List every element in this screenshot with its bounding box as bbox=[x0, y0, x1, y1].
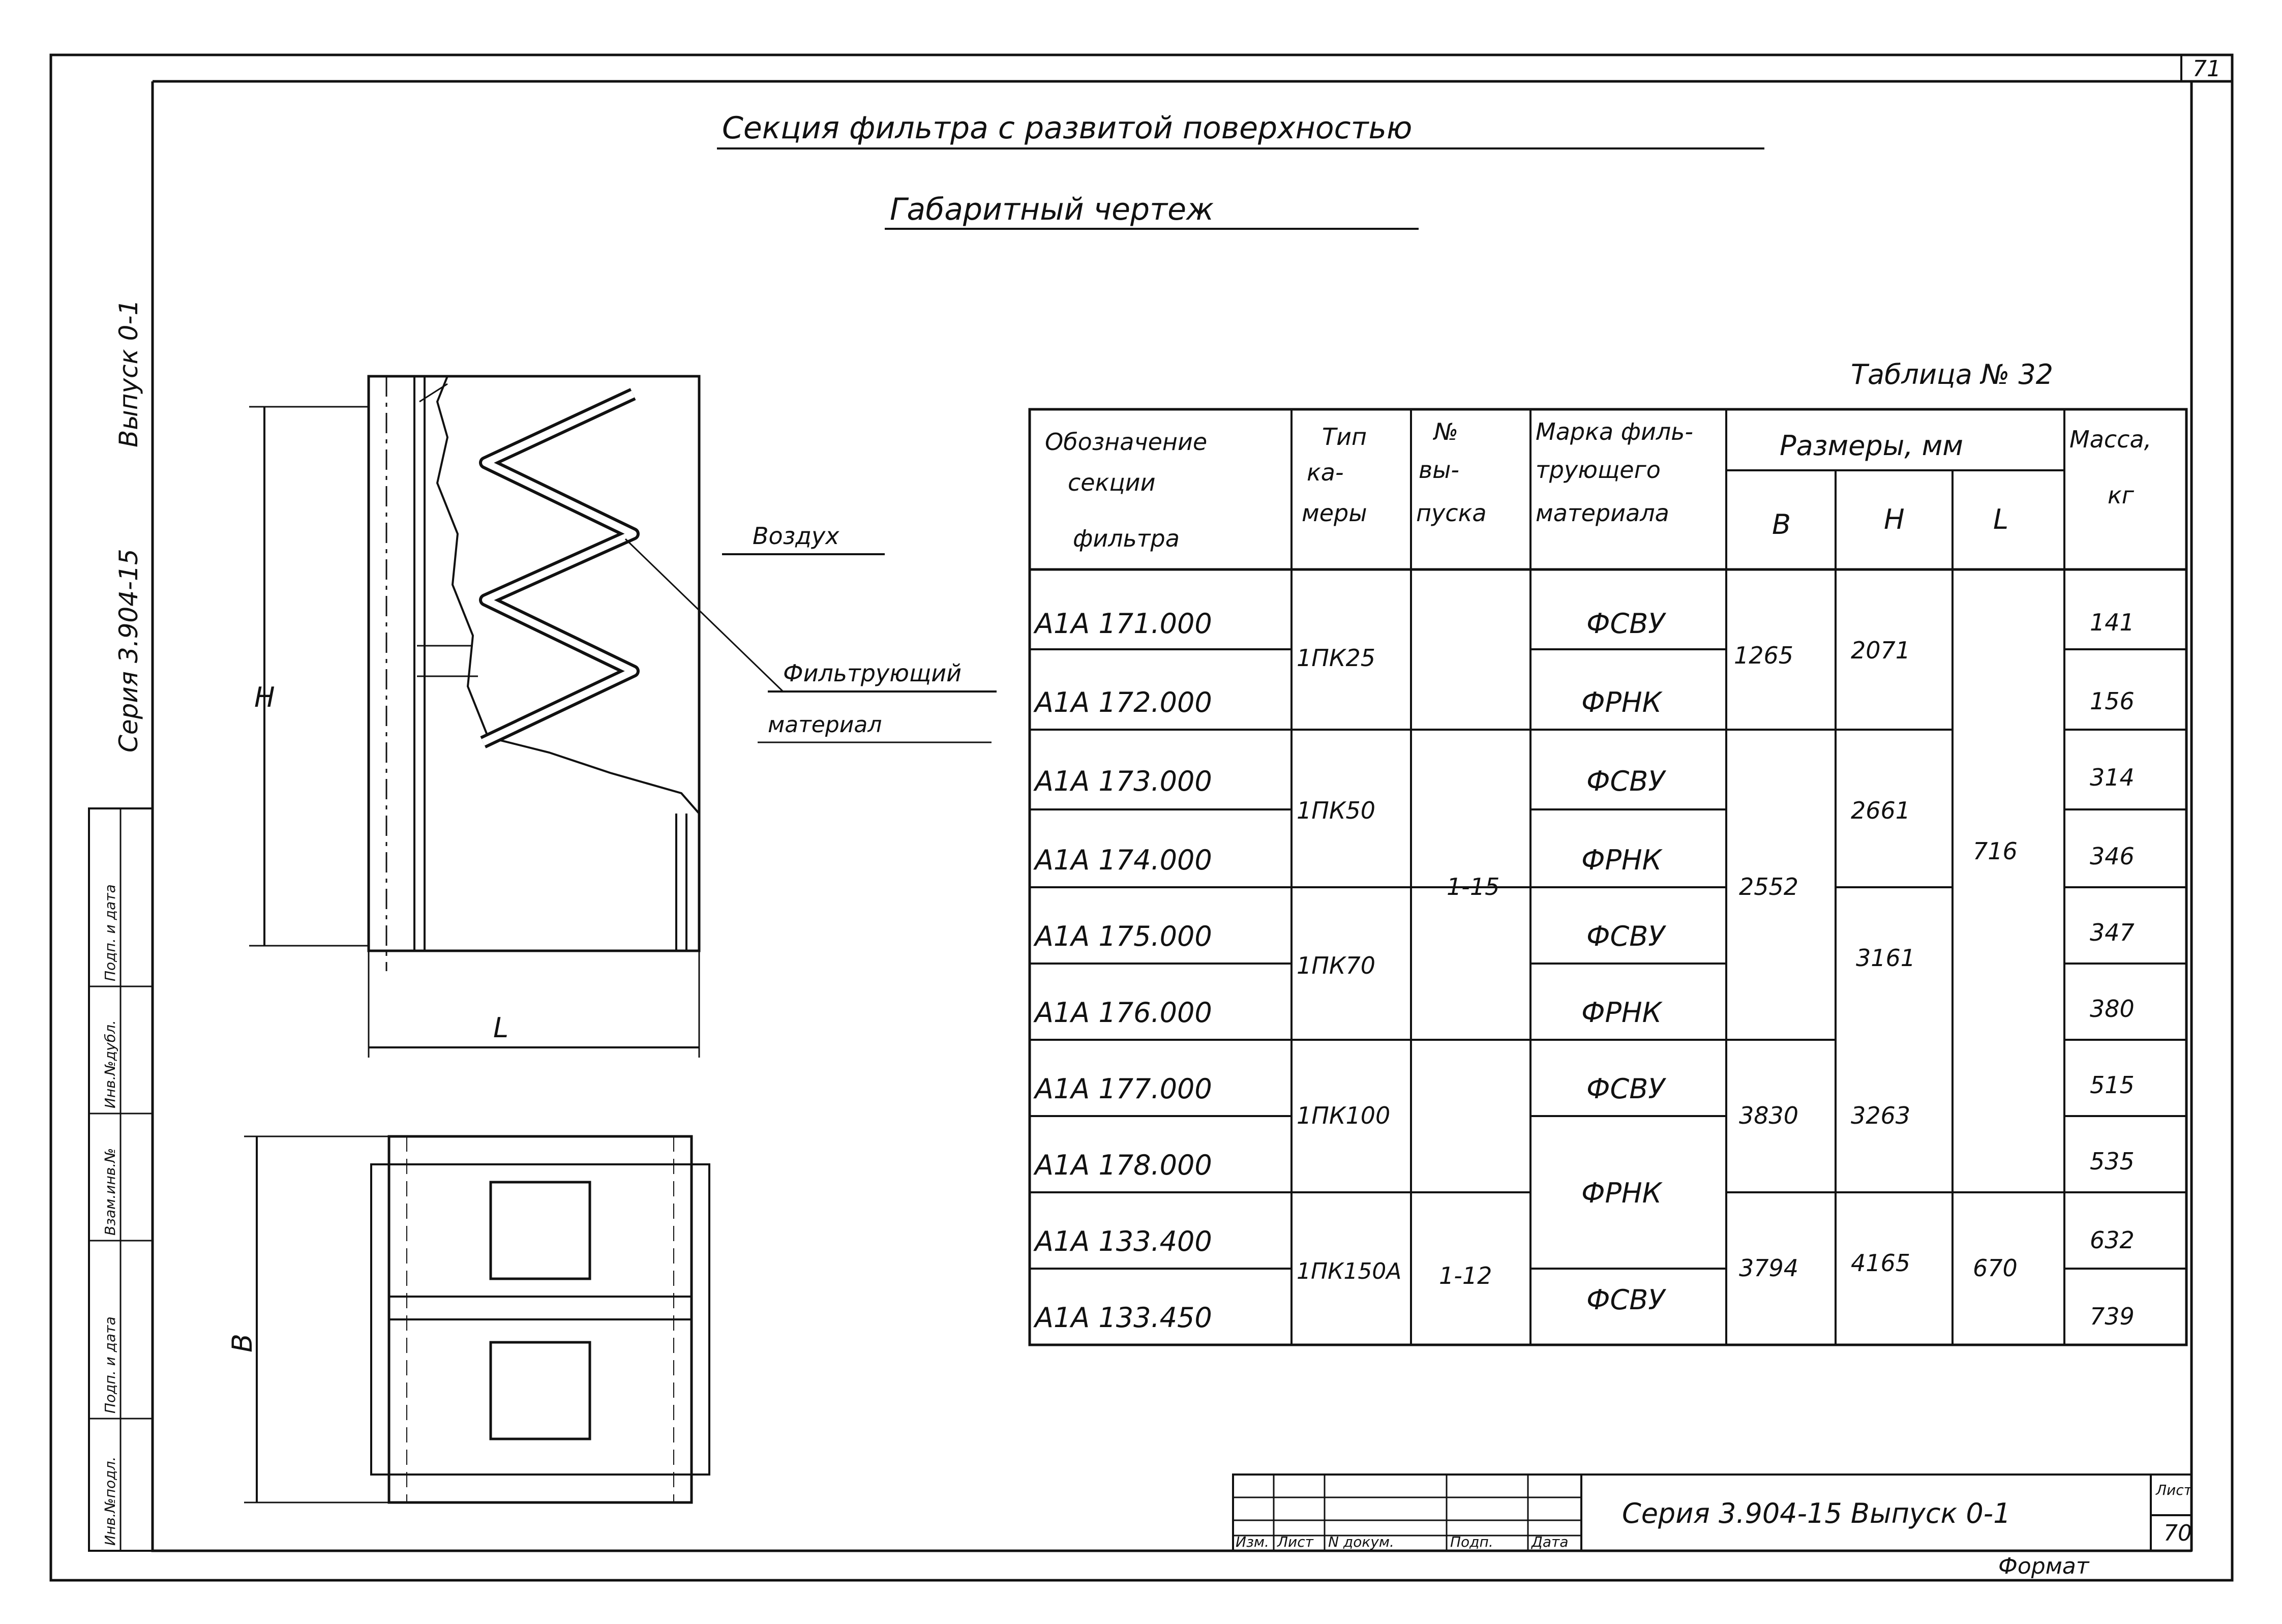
material-label-line1: Фильтрующий bbox=[783, 659, 962, 687]
front-view bbox=[249, 376, 783, 1058]
cell-material: ФРНК bbox=[1581, 1177, 1662, 1209]
header-designation: секции bbox=[1068, 469, 1156, 496]
header-b: B bbox=[1772, 508, 1791, 540]
stamp-label: Инв.№дубл. bbox=[102, 1020, 118, 1108]
header-material: материала bbox=[1536, 499, 1669, 527]
cell-material: ФРНК bbox=[1581, 844, 1662, 876]
page-subtitle: Габаритный чертеж bbox=[890, 192, 1214, 227]
cell-designation: А1А 173.000 bbox=[1035, 765, 1212, 797]
stamp-label: Подп. и дата bbox=[102, 1316, 118, 1414]
header-l: L bbox=[1993, 503, 2009, 535]
cell-mass: 515 bbox=[2090, 1071, 2135, 1099]
cell-chamber: 1ПК25 bbox=[1297, 644, 1376, 672]
title-block-column: N докум. bbox=[1328, 1533, 1394, 1550]
title-block-column: Подп. bbox=[1450, 1533, 1493, 1550]
stamp-label: Инв.№подл. bbox=[102, 1456, 118, 1546]
cell-l: 670 bbox=[1973, 1254, 2018, 1282]
stamp-label: Подп. и дата bbox=[102, 884, 118, 981]
cell-chamber: 1ПК150А bbox=[1297, 1258, 1402, 1284]
cell-material: ФРНК bbox=[1581, 997, 1662, 1029]
material-label-line2: материал bbox=[768, 712, 882, 738]
cell-b: 2552 bbox=[1739, 873, 1799, 900]
header-designation: фильтра bbox=[1073, 525, 1180, 552]
data-table bbox=[1030, 358, 2186, 1345]
sheet-label: Лист bbox=[2156, 1482, 2192, 1498]
cell-designation: А1А 175.000 bbox=[1035, 920, 1212, 952]
header-chamber: Тип bbox=[1322, 423, 1367, 450]
header-chamber: меры bbox=[1302, 499, 1367, 527]
cell-designation: А1А 133.450 bbox=[1035, 1302, 1212, 1334]
header-material: трующего bbox=[1536, 456, 1661, 484]
side-issue-label: Выпуск 0-1 bbox=[114, 299, 143, 447]
cell-mass: 380 bbox=[2090, 995, 2135, 1022]
header-designation: Обозначение bbox=[1045, 428, 1208, 456]
cell-h: 3263 bbox=[1851, 1102, 1911, 1129]
cell-b: 3794 bbox=[1739, 1254, 1799, 1282]
cell-mass: 314 bbox=[2090, 764, 2135, 791]
page-number: 71 bbox=[2193, 56, 2221, 82]
title-block bbox=[1233, 1475, 2193, 1579]
cell-chamber: 1ПК100 bbox=[1297, 1102, 1391, 1129]
cell-material: ФСВУ bbox=[1586, 920, 1665, 952]
cell-mass: 141 bbox=[2090, 609, 2135, 636]
cell-h: 2661 bbox=[1851, 797, 1911, 824]
cell-mass: 535 bbox=[2090, 1148, 2135, 1175]
dim-b-label: B bbox=[226, 1333, 258, 1352]
dim-l-label: L bbox=[493, 1012, 509, 1044]
header-issue: вы- bbox=[1419, 456, 1460, 484]
header-material: Марка филь- bbox=[1536, 418, 1694, 445]
cell-h: 3161 bbox=[1856, 944, 1916, 972]
cell-material: ФСВУ bbox=[1586, 1284, 1665, 1316]
side-view bbox=[226, 1136, 709, 1502]
header-sizes: Размеры, мм bbox=[1780, 430, 1964, 462]
title-block-column: Лист bbox=[1277, 1533, 1313, 1550]
cell-l: 716 bbox=[1973, 837, 2018, 865]
header-chamber: ка- bbox=[1307, 459, 1344, 486]
cell-issue: 1-15 bbox=[1447, 873, 1500, 900]
cell-b: 3830 bbox=[1739, 1102, 1799, 1129]
cell-designation: А1А 176.000 bbox=[1035, 997, 1212, 1029]
side-series-label: Серия 3.904-15 bbox=[114, 549, 143, 753]
cell-mass: 346 bbox=[2090, 843, 2135, 870]
cell-mass: 632 bbox=[2090, 1226, 2135, 1254]
sheet-number: 70 bbox=[2164, 1520, 2192, 1546]
format-label: Формат bbox=[1998, 1553, 2089, 1579]
cell-designation: А1А 174.000 bbox=[1035, 844, 1212, 876]
cell-issue: 1-12 bbox=[1439, 1262, 1492, 1289]
cell-chamber: 1ПК50 bbox=[1297, 797, 1376, 824]
cell-b: 1265 bbox=[1734, 642, 1794, 669]
cell-material: ФСВУ bbox=[1586, 608, 1665, 640]
header-mass: Масса, bbox=[2069, 426, 2152, 453]
cell-h: 2071 bbox=[1851, 637, 1911, 664]
cell-mass: 739 bbox=[2090, 1303, 2135, 1330]
stamp-label: Взам.инв.№ bbox=[102, 1148, 118, 1236]
side-stamp bbox=[89, 808, 153, 1551]
dim-h-label: H bbox=[254, 681, 275, 713]
cell-designation: А1А 178.000 bbox=[1035, 1149, 1212, 1181]
header-issue: № bbox=[1434, 418, 1458, 445]
title-block-series: Серия 3.904-15 Выпуск 0-1 bbox=[1622, 1497, 2011, 1529]
title-block-column: Дата bbox=[1532, 1533, 1569, 1550]
header-h: H bbox=[1884, 503, 1905, 535]
cell-h: 4165 bbox=[1851, 1249, 1911, 1277]
cell-designation: А1А 171.000 bbox=[1035, 608, 1212, 640]
cell-mass: 347 bbox=[2090, 919, 2135, 946]
cell-designation: А1А 177.000 bbox=[1035, 1073, 1212, 1105]
cell-material: ФСВУ bbox=[1586, 765, 1665, 797]
header-issue: пуска bbox=[1416, 499, 1487, 527]
cell-mass: 156 bbox=[2090, 687, 2135, 715]
air-label: Воздух bbox=[753, 522, 839, 550]
cell-chamber: 1ПК70 bbox=[1297, 952, 1376, 979]
title-block-column: Изм. bbox=[1236, 1533, 1269, 1550]
cell-designation: А1А 133.400 bbox=[1035, 1225, 1212, 1257]
cell-material: ФРНК bbox=[1581, 686, 1662, 718]
cell-material: ФСВУ bbox=[1586, 1073, 1665, 1105]
page-title: Секция фильтра с развитой поверхностью bbox=[722, 110, 1413, 146]
table-caption: Таблица № 32 bbox=[1851, 358, 2054, 390]
cell-designation: А1А 172.000 bbox=[1035, 686, 1212, 718]
header-mass: кг bbox=[2108, 482, 2134, 509]
